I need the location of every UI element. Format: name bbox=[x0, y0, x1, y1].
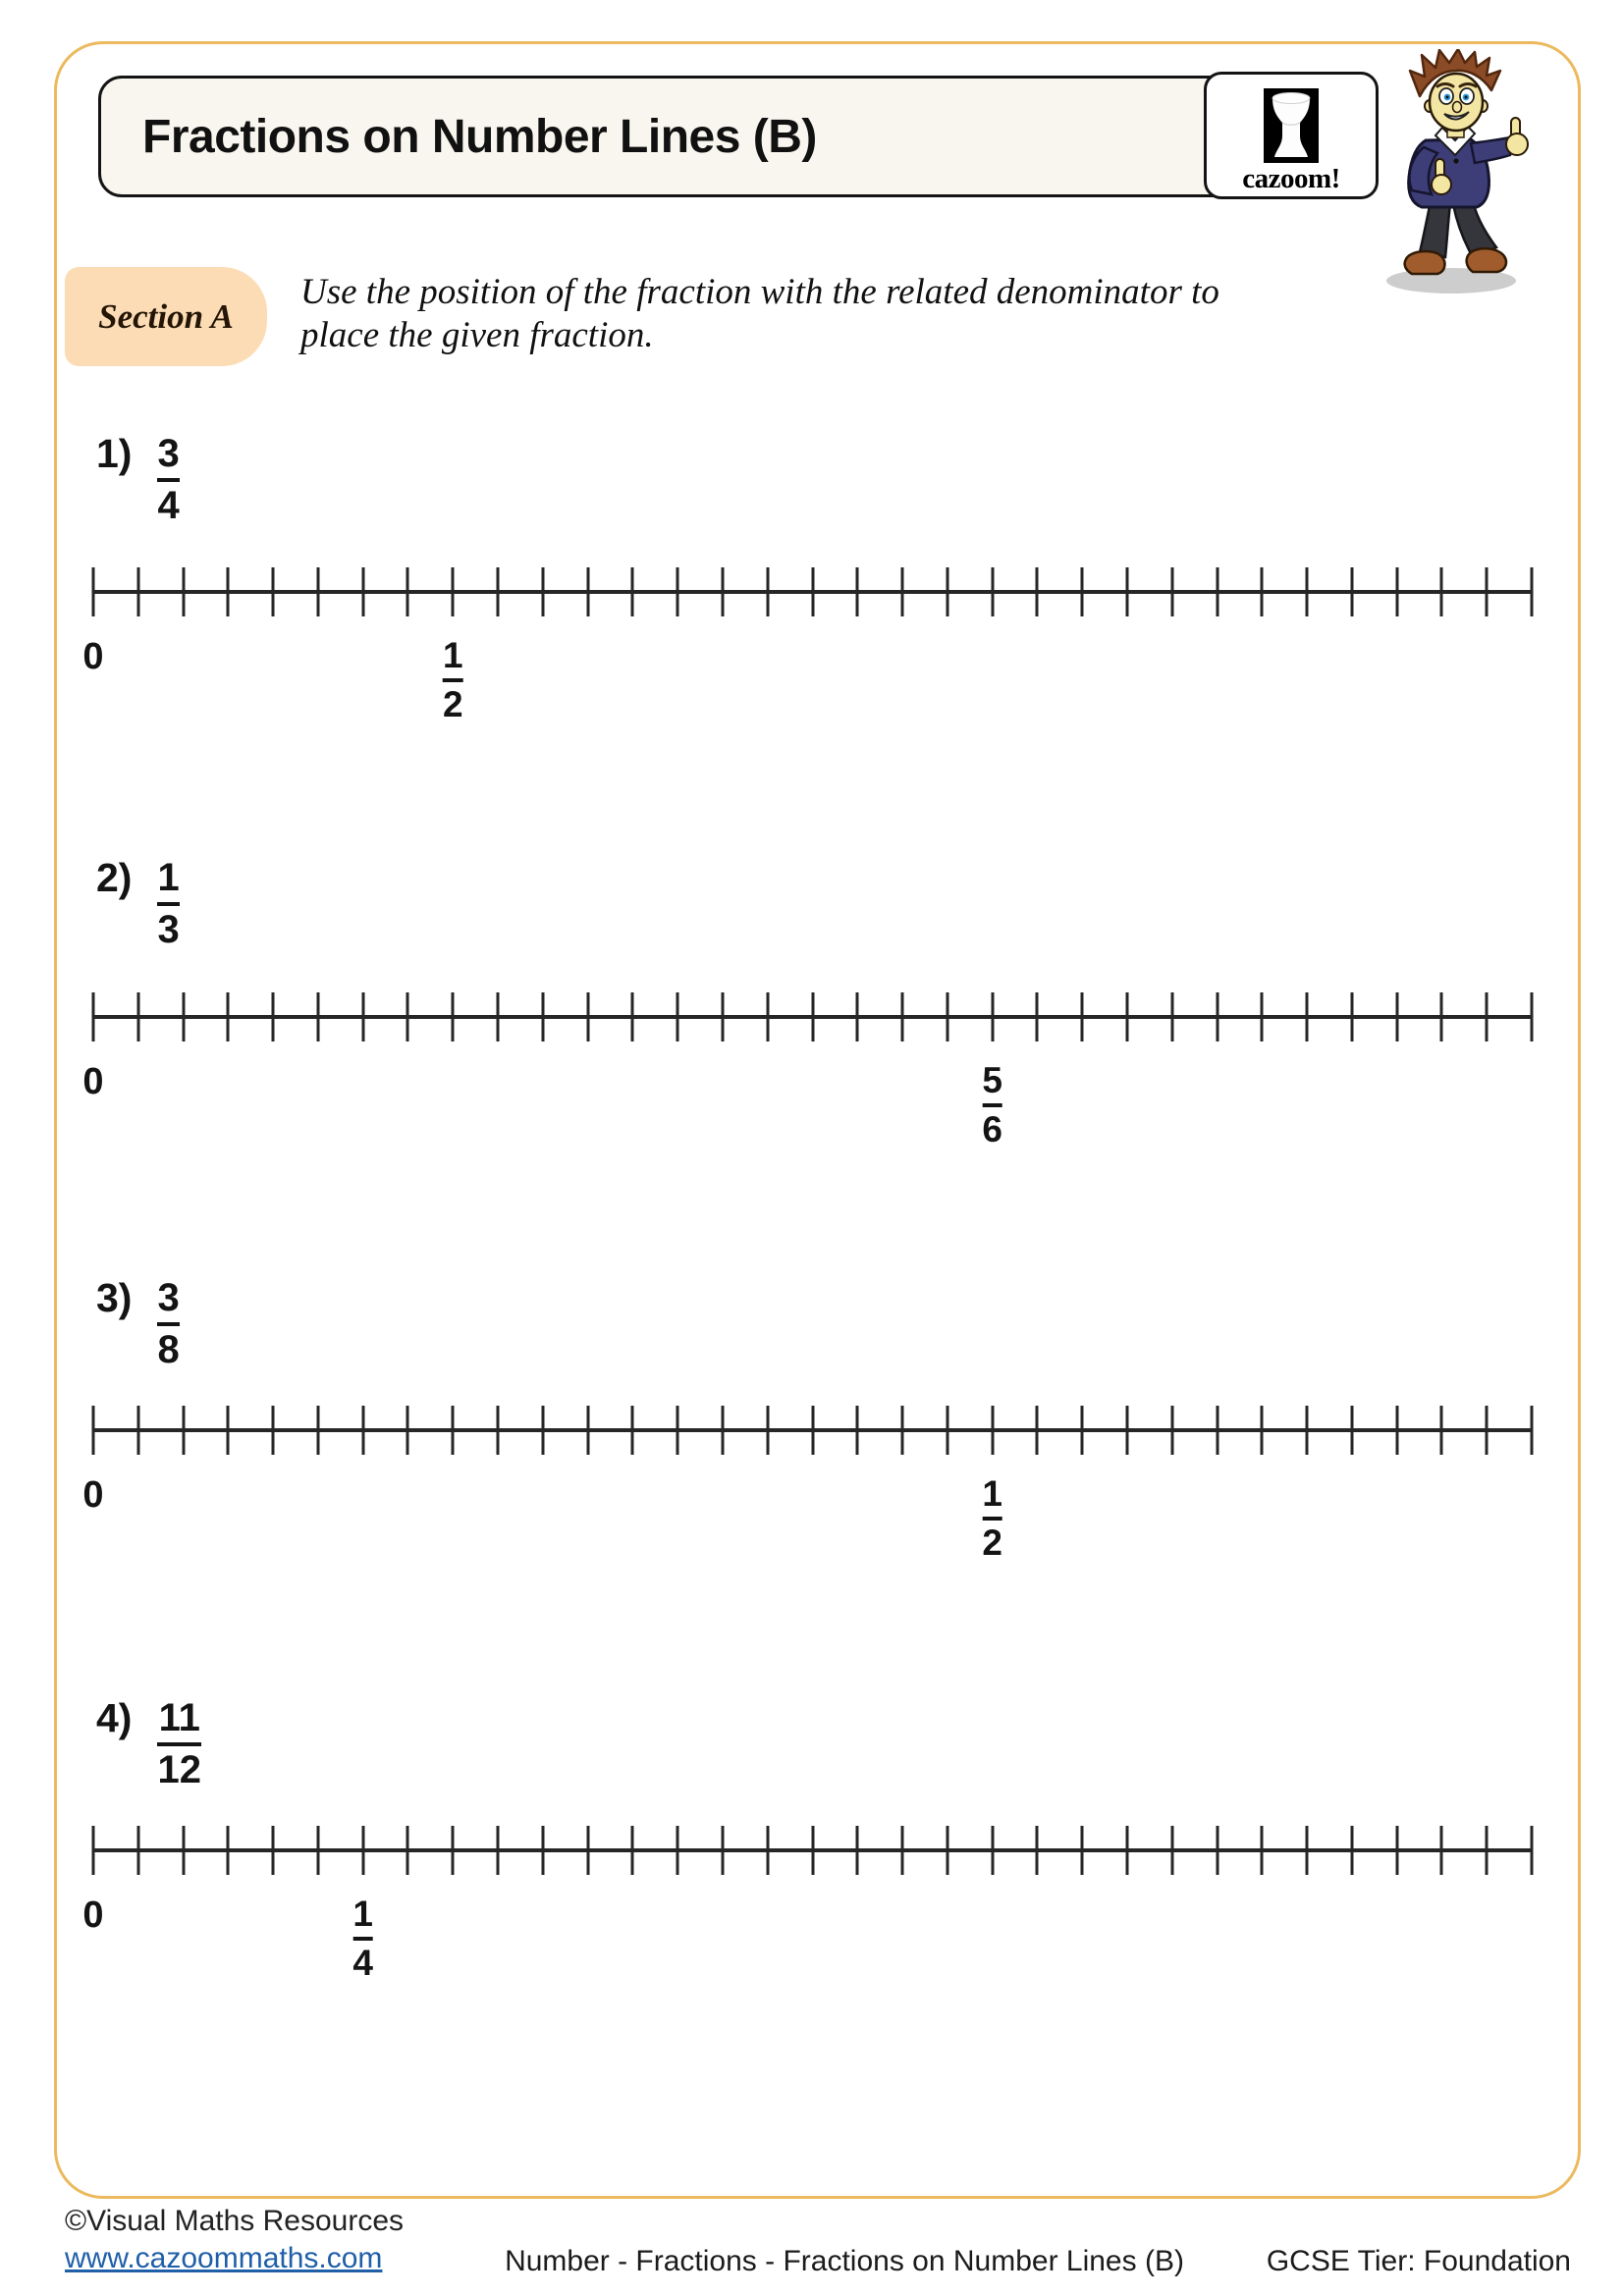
tick-mark bbox=[677, 567, 679, 616]
tick-mark bbox=[316, 1826, 319, 1875]
tick-mark bbox=[1216, 1406, 1218, 1455]
tick-mark bbox=[1081, 1826, 1084, 1875]
tick-mark bbox=[1261, 1406, 1264, 1455]
tick-mark bbox=[677, 992, 679, 1041]
given-fraction bbox=[157, 857, 179, 951]
tick-mark bbox=[497, 1826, 500, 1875]
tick-mark bbox=[811, 1406, 814, 1455]
tick-mark bbox=[316, 992, 319, 1041]
tick-mark bbox=[766, 1406, 769, 1455]
tick-mark bbox=[856, 567, 859, 616]
tick-mark bbox=[1350, 1406, 1353, 1455]
fraction-bar bbox=[982, 1517, 1002, 1521]
denominator: 4 bbox=[352, 1942, 373, 1983]
tick-mark bbox=[766, 992, 769, 1041]
tick-mark bbox=[316, 567, 319, 616]
tick-mark bbox=[856, 1406, 859, 1455]
tick-mark bbox=[586, 1406, 589, 1455]
tick-mark bbox=[1531, 1826, 1534, 1875]
tick-mark bbox=[361, 567, 364, 616]
problem-4-header bbox=[96, 1697, 201, 1791]
tick-mark bbox=[497, 567, 500, 616]
tick-mark bbox=[1486, 1826, 1489, 1875]
tick-mark bbox=[991, 1826, 994, 1875]
tick-mark bbox=[1486, 1406, 1489, 1455]
tick-mark bbox=[586, 567, 589, 616]
fraction-bar bbox=[157, 1322, 179, 1326]
mascot-character bbox=[1373, 49, 1547, 300]
problem-2-header bbox=[96, 857, 180, 951]
tick-mark bbox=[721, 1826, 724, 1875]
fraction-bar bbox=[157, 902, 179, 906]
tick-mark bbox=[316, 1406, 319, 1455]
tick-mark bbox=[946, 567, 948, 616]
tick-mark bbox=[1081, 992, 1084, 1041]
tick-mark bbox=[1440, 992, 1443, 1041]
tick-mark bbox=[1486, 567, 1489, 616]
tick-mark bbox=[92, 992, 95, 1041]
website-link[interactable]: www.cazoommaths.com bbox=[65, 2242, 383, 2274]
tick-mark bbox=[1306, 567, 1309, 616]
tick-mark bbox=[452, 567, 455, 616]
fraction-bar bbox=[157, 478, 179, 482]
tick-mark bbox=[856, 992, 859, 1041]
tick-mark bbox=[406, 567, 409, 616]
tick-mark bbox=[1036, 567, 1039, 616]
tick-mark bbox=[452, 1406, 455, 1455]
tick-mark bbox=[1261, 1826, 1264, 1875]
number-line-1 bbox=[82, 567, 1532, 724]
problem-number: 2) bbox=[96, 855, 133, 900]
instruction-line-1: Use the position of the fraction with the related denominator to bbox=[300, 272, 1219, 312]
tick-mark bbox=[1261, 992, 1264, 1041]
tick-mark bbox=[631, 1826, 634, 1875]
tick-mark bbox=[1440, 1406, 1443, 1455]
instruction-line-2: place the given fraction. bbox=[300, 315, 654, 356]
numerator: 1 bbox=[442, 635, 463, 675]
problem-number: 3) bbox=[96, 1275, 133, 1320]
tick-mark bbox=[946, 1406, 948, 1455]
tick-mark bbox=[811, 992, 814, 1041]
denominator: 3 bbox=[157, 908, 180, 952]
tick-mark bbox=[631, 1406, 634, 1455]
zero-label: 0 bbox=[82, 1474, 104, 1516]
tick-mark bbox=[541, 567, 544, 616]
tick-mark bbox=[136, 567, 139, 616]
number-line-2 bbox=[82, 992, 1532, 1149]
tick-mark bbox=[1125, 567, 1128, 616]
tick-mark bbox=[1216, 992, 1218, 1041]
tick-mark bbox=[991, 992, 994, 1041]
tick-mark bbox=[1531, 992, 1534, 1041]
tick-mark bbox=[227, 567, 230, 616]
tick-mark bbox=[946, 1826, 948, 1875]
tick-mark bbox=[227, 1406, 230, 1455]
numerator: 5 bbox=[982, 1060, 1002, 1100]
tick-mark bbox=[1170, 992, 1173, 1041]
tick-mark bbox=[227, 992, 230, 1041]
tick-mark bbox=[901, 567, 904, 616]
tick-mark bbox=[901, 992, 904, 1041]
tick-mark bbox=[1350, 992, 1353, 1041]
tier-label: GCSE Tier: Foundation bbox=[1266, 2245, 1571, 2277]
tick-mark bbox=[1395, 567, 1398, 616]
section-a-tag bbox=[65, 267, 267, 366]
tick-mark bbox=[1440, 567, 1443, 616]
tick-mark bbox=[1125, 1826, 1128, 1875]
tick-mark bbox=[136, 1406, 139, 1455]
tick-mark bbox=[136, 992, 139, 1041]
tick-mark bbox=[946, 992, 948, 1041]
tick-mark bbox=[1395, 1826, 1398, 1875]
tick-mark bbox=[1395, 1406, 1398, 1455]
tick-mark bbox=[452, 1826, 455, 1875]
tick-mark bbox=[631, 992, 634, 1041]
tick-mark bbox=[182, 1826, 185, 1875]
tick-mark bbox=[1486, 992, 1489, 1041]
tick-mark bbox=[1036, 992, 1039, 1041]
tick-mark bbox=[1125, 992, 1128, 1041]
djembe-drum-icon bbox=[1264, 88, 1319, 163]
zero-label: 0 bbox=[82, 636, 104, 677]
tick-mark bbox=[811, 1826, 814, 1875]
tick-mark bbox=[1306, 992, 1309, 1041]
tick-mark bbox=[766, 567, 769, 616]
tick-mark bbox=[406, 992, 409, 1041]
tick-mark bbox=[677, 1826, 679, 1875]
tick-mark bbox=[497, 992, 500, 1041]
tick-mark bbox=[541, 992, 544, 1041]
tick-mark bbox=[272, 1406, 275, 1455]
tick-mark bbox=[1170, 1826, 1173, 1875]
tick-mark bbox=[721, 992, 724, 1041]
tick-mark bbox=[1440, 1826, 1443, 1875]
problem-number: 4) bbox=[96, 1695, 133, 1740]
denominator: 6 bbox=[982, 1108, 1002, 1149]
tick-mark bbox=[1125, 1406, 1128, 1455]
cazoom-logo-text: cazoom! bbox=[1242, 163, 1340, 194]
numerator: 1 bbox=[982, 1473, 1002, 1514]
tick-mark bbox=[1216, 1826, 1218, 1875]
numerator: 11 bbox=[158, 1696, 200, 1739]
denominator: 2 bbox=[982, 1522, 1002, 1563]
tick-mark bbox=[1036, 1826, 1039, 1875]
tick-mark bbox=[182, 567, 185, 616]
tick-mark bbox=[406, 1826, 409, 1875]
tick-mark bbox=[901, 1826, 904, 1875]
tick-mark bbox=[856, 1826, 859, 1875]
tick-mark bbox=[1531, 567, 1534, 616]
page-title: Fractions on Number Lines (B) bbox=[142, 110, 817, 163]
copyright-text: ©Visual Maths Resources bbox=[65, 2205, 405, 2237]
numerator: 1 bbox=[352, 1894, 373, 1934]
tick-mark bbox=[541, 1826, 544, 1875]
zero-label: 0 bbox=[82, 1061, 104, 1102]
tick-mark bbox=[1170, 1406, 1173, 1455]
zero-label: 0 bbox=[82, 1895, 104, 1936]
tick-mark bbox=[1350, 567, 1353, 616]
marked-fraction-label bbox=[352, 1895, 373, 1983]
tick-mark bbox=[1306, 1826, 1309, 1875]
fraction-bar bbox=[982, 1103, 1002, 1107]
fraction-bar bbox=[157, 1742, 201, 1746]
tick-mark bbox=[497, 1406, 500, 1455]
numerator: 3 bbox=[157, 1276, 180, 1319]
given-fraction bbox=[157, 1277, 179, 1371]
tick-mark bbox=[272, 1826, 275, 1875]
numerator: 3 bbox=[157, 432, 180, 475]
tick-mark bbox=[182, 992, 185, 1041]
tick-mark bbox=[272, 567, 275, 616]
denominator: 2 bbox=[442, 683, 463, 724]
tick-mark bbox=[1531, 1406, 1534, 1455]
fraction-bar bbox=[352, 1937, 373, 1941]
tick-mark bbox=[586, 992, 589, 1041]
tick-mark bbox=[1306, 1406, 1309, 1455]
tick-mark bbox=[361, 992, 364, 1041]
tick-mark bbox=[1216, 567, 1218, 616]
tick-mark bbox=[766, 1826, 769, 1875]
tick-mark bbox=[1350, 1826, 1353, 1875]
marked-fraction-label bbox=[982, 1061, 1002, 1149]
numerator: 1 bbox=[157, 856, 180, 899]
tick-mark bbox=[92, 1826, 95, 1875]
tick-mark bbox=[631, 567, 634, 616]
tick-mark bbox=[677, 1406, 679, 1455]
tick-mark bbox=[1395, 992, 1398, 1041]
tick-mark bbox=[1261, 567, 1264, 616]
tick-mark bbox=[92, 567, 95, 616]
tick-mark bbox=[452, 992, 455, 1041]
problem-1-header bbox=[96, 433, 180, 527]
tick-mark bbox=[272, 992, 275, 1041]
tick-mark bbox=[361, 1826, 364, 1875]
tick-mark bbox=[1081, 1406, 1084, 1455]
tick-mark bbox=[721, 1406, 724, 1455]
tick-mark bbox=[1036, 1406, 1039, 1455]
tick-mark bbox=[1081, 567, 1084, 616]
fraction-bar bbox=[443, 678, 463, 682]
tick-mark bbox=[991, 567, 994, 616]
tick-mark bbox=[1170, 567, 1173, 616]
title-box bbox=[98, 76, 1377, 197]
given-fraction bbox=[157, 433, 179, 527]
tick-mark bbox=[811, 567, 814, 616]
page-border bbox=[54, 41, 1581, 2199]
denominator: 8 bbox=[157, 1328, 180, 1372]
tick-mark bbox=[406, 1406, 409, 1455]
problem-3-header bbox=[96, 1277, 180, 1371]
tick-mark bbox=[361, 1406, 364, 1455]
tick-mark bbox=[227, 1826, 230, 1875]
tick-mark bbox=[721, 567, 724, 616]
worksheet-breadcrumb: Number - Fractions - Fractions on Number Lines (B) bbox=[505, 2245, 1184, 2277]
tick-mark bbox=[182, 1406, 185, 1455]
tick-mark bbox=[541, 1406, 544, 1455]
denominator: 4 bbox=[157, 484, 180, 528]
tick-mark bbox=[586, 1826, 589, 1875]
problem-number: 1) bbox=[96, 431, 133, 476]
tick-mark bbox=[136, 1826, 139, 1875]
section-a-label: Section A bbox=[98, 296, 234, 336]
number-line-4 bbox=[82, 1826, 1532, 1983]
number-line-3 bbox=[82, 1406, 1532, 1563]
marked-fraction-label bbox=[443, 636, 463, 724]
marked-fraction-label bbox=[982, 1474, 1002, 1563]
given-fraction bbox=[157, 1697, 201, 1791]
section-a-instruction bbox=[300, 271, 1292, 358]
tick-mark bbox=[92, 1406, 95, 1455]
tick-mark bbox=[991, 1406, 994, 1455]
cazoom-logo bbox=[1204, 72, 1379, 199]
tick-mark bbox=[901, 1406, 904, 1455]
denominator: 12 bbox=[157, 1748, 201, 1792]
